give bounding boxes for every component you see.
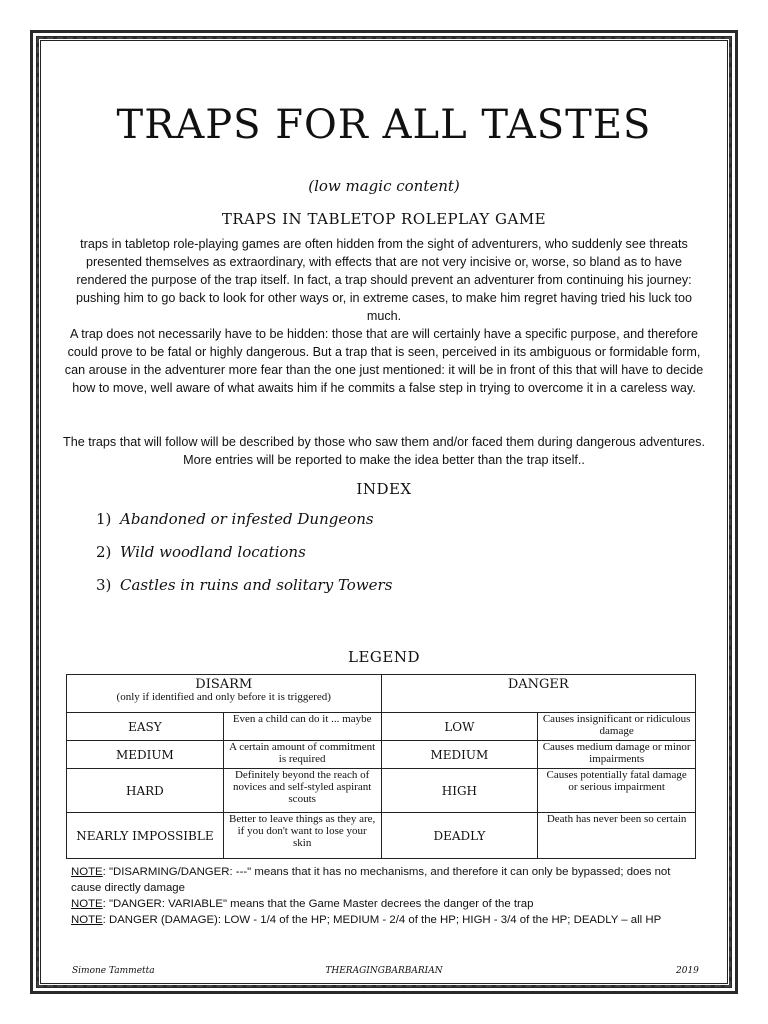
legend-heading: LEGEND <box>348 648 420 666</box>
index-item-number: 1) <box>96 510 112 528</box>
document-subtitle: (low magic content) <box>308 177 460 195</box>
note-line <box>71 896 701 912</box>
danger-level: DEADLY <box>381 813 538 859</box>
legend-table <box>66 674 696 859</box>
legend-header-row <box>67 675 696 713</box>
index-item-label: Wild woodland locations <box>120 543 306 561</box>
danger-level: LOW <box>381 713 538 741</box>
index-item-number: 2) <box>96 543 112 561</box>
paragraph-intro: traps in tabletop role-playing games are often hidden from the sight of adventurers, who suddenly see threats presented themselves as extraordinary, with effects that are not very incisive or, worse, so bland as to have rendered the purpose of the trap itself. In fact, a trap should prevent an adventurer from continuing his journey: pushing him to go back to look for other ways or, in extreme cases, to make him regret having tried his luck too much. <box>76 237 692 323</box>
disarm-description: Definitely beyond the reach of novices and self-styled aspirant scouts <box>223 769 381 813</box>
disarm-level: EASY <box>67 713 224 741</box>
footer-year: 2019 <box>676 966 699 976</box>
danger-level: HIGH <box>381 769 538 813</box>
disarm-level: MEDIUM <box>67 741 224 769</box>
index-heading: INDEX <box>356 480 412 498</box>
table-row <box>67 813 696 859</box>
note-text: : "DISARMING/DANGER: ---" means that it has no mechanisms, and therefore it can only be bypassed; does not cause directly damage <box>71 866 671 894</box>
footer-site: THERAGINGBARBARIAN <box>325 966 443 976</box>
section-heading-traps: TRAPS IN TABLETOP ROLEPLAY GAME <box>221 210 547 228</box>
note-text: : "DANGER: VARIABLE" means that the Game Master decrees the danger of the trap <box>102 898 534 910</box>
disarm-level: HARD <box>67 769 224 813</box>
index-item <box>96 576 392 609</box>
paragraph-following-traps: The traps that will follow will be described by those who saw them and/or faced them during dangerous adventures. More entries will be reported to make the idea better than the trap itself.. <box>63 435 705 467</box>
danger-description: Causes insignificant or ridiculous damage <box>538 713 696 741</box>
note-line <box>71 912 701 928</box>
table-row <box>67 713 696 741</box>
index-item <box>96 543 392 576</box>
disarm-note: (only if identified and only before it is triggered) <box>116 691 331 703</box>
danger-header: DANGER <box>381 675 695 713</box>
danger-description: Causes potentially fatal damage or serious impairment <box>538 769 696 813</box>
danger-level: MEDIUM <box>381 741 538 769</box>
notes-block <box>71 864 701 928</box>
note-prefix: NOTE <box>71 914 103 926</box>
disarm-description: Even a child can do it ... maybe <box>223 713 381 741</box>
paragraph-hidden-traps: A trap does not necessarily have to be hidden: those that are will certainly have a specific purpose, and therefore could prove to be fatal or highly dangerous. But a trap that is seen, perceived in its ambiguous or formidable form, can arouse in the adventurer more fear than the one just mentioned: it will be in front of this that will have to decide how to move, well aware of what awaits him if he commits a false step in trying to overcome it in a careless way. <box>64 327 704 395</box>
disarm-header-cell <box>67 675 382 713</box>
index-item-label: Abandoned or infested Dungeons <box>120 510 374 528</box>
disarm-level: NEARLY IMPOSSIBLE <box>67 813 224 859</box>
index-item <box>96 510 392 543</box>
index-item-label: Castles in ruins and solitary Towers <box>120 576 393 594</box>
index-list <box>96 510 392 609</box>
document-title: TRAPS FOR ALL TASTES <box>116 102 652 148</box>
table-row <box>67 769 696 813</box>
note-text: : DANGER (DAMAGE): LOW - 1/4 of the HP; MEDIUM - 2/4 of the HP; HIGH - 3/4 of the HP; DEADLY – all HP <box>102 914 662 926</box>
danger-description: Causes medium damage or minor impairments <box>538 741 696 769</box>
note-prefix: NOTE <box>71 866 103 878</box>
note-line <box>71 864 701 896</box>
disarm-description: Better to leave things as they are, if you don't want to lose your skin <box>223 813 381 859</box>
note-prefix: NOTE <box>71 898 103 910</box>
footer-author: Simone Tammetta <box>72 966 155 976</box>
danger-description: Death has never been so certain <box>538 813 696 859</box>
index-item-number: 3) <box>96 576 112 594</box>
disarm-description: A certain amount of commitment is required <box>223 741 381 769</box>
disarm-header: DISARM <box>195 677 253 692</box>
table-row <box>67 741 696 769</box>
